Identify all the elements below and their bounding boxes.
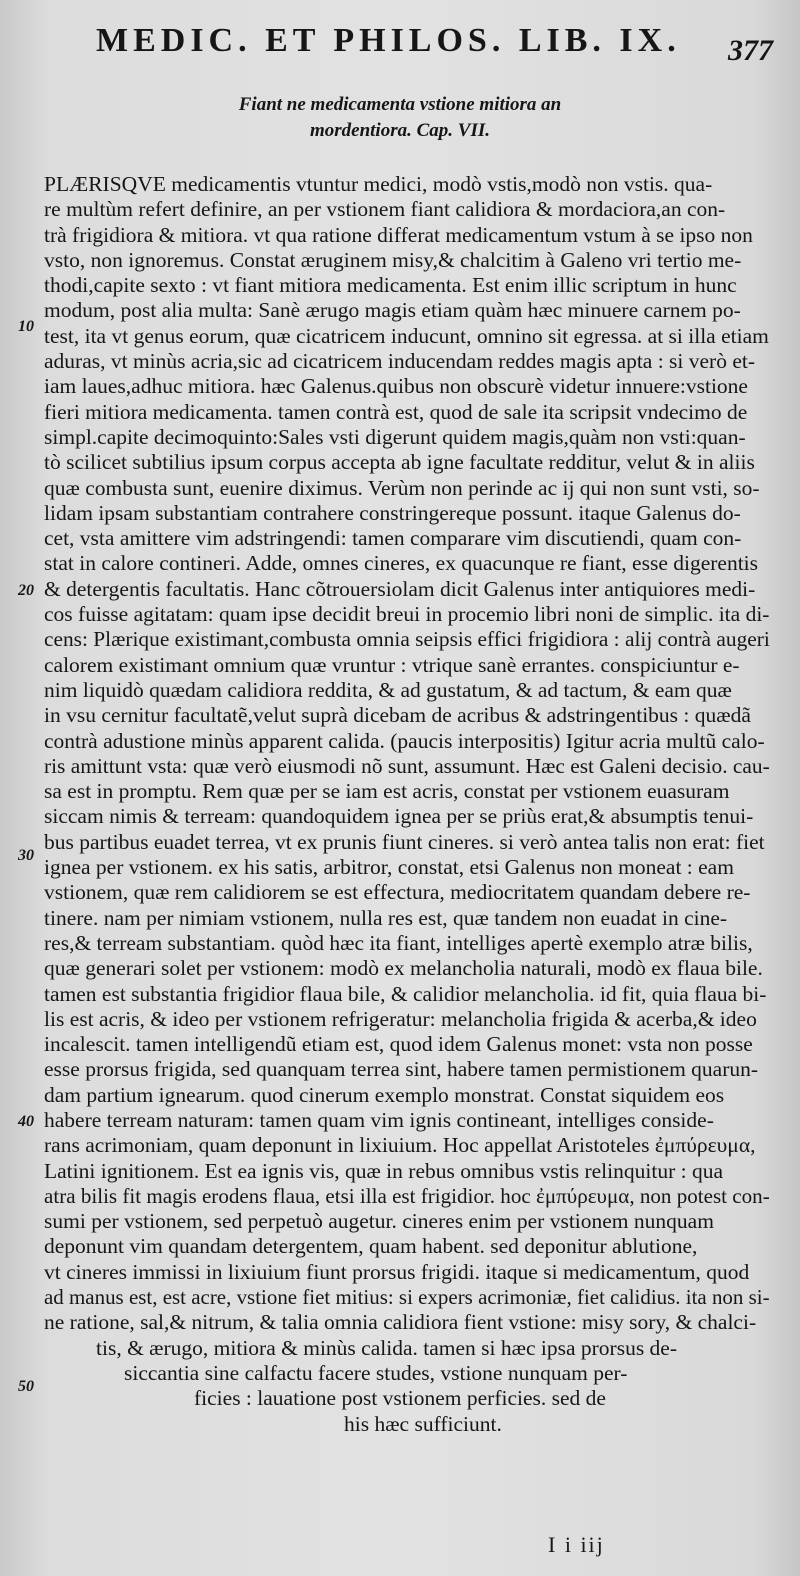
margin-line-number-10: 10 — [18, 318, 34, 335]
text-line: ne ratione, sal,& nitrum, & talia omnia calidiora fient vstione: misy sory, & chalci- — [44, 1310, 757, 1335]
text-line: deponunt vim quandam detergentem, quam habent. sed deponitur ablutione, — [44, 1234, 698, 1259]
closing-line: tis, & ærugo, mitiora & minùs calida. tamen si hæc ipsa prorsus de- — [96, 1335, 678, 1360]
text-line: esse prorsus frigida, sed quanquam terrea sint, habere tamen permistionem quarun- — [44, 1057, 759, 1082]
text-line: vstionem, quæ rem calidiorem se est effectura, mediocritatem quandam debere re- — [44, 880, 751, 905]
text-line: Latini ignitionem. Est ea ignis vis, quæ in rebus omnibus vstis relinquitur : qua — [44, 1158, 723, 1183]
text-line: sumi per vstionem, sed perpetuò augetur. cineres enim per vstionem nunquam — [44, 1209, 714, 1234]
text-line: atra bilis fit magis erodens flaua, etsi illa est frigidior. hoc ἐμπύρευμα, non potest con- — [44, 1183, 770, 1208]
text-line: vt cineres immissi in lixiuium fiunt prorsus frigidi. itaque si medicamentum, quod — [44, 1259, 750, 1284]
closing-line: ficies : lauatione post vstionem perficies. sed de — [194, 1386, 606, 1411]
text-line: quæ combusta sunt, euenire diximus. Verùm non perinde ac ij qui non sunt vsti, so- — [44, 475, 760, 500]
text-line: lis est acris, & ideo per vstionem refrigeratur: melancholia frigida & acerba,& ideo — [44, 1006, 757, 1031]
text-line: PLÆRISQVE medicamentis vtuntur medici, modò vstis,modò non vstis. qua- — [44, 172, 713, 196]
text-line: in vsu cernitur facultatẽ,velut suprà dicebam de acribus & adstringentibus : quædã — [44, 703, 751, 728]
text-line: modum, post alia multa: Sanè ærugo magis etiam quàm hæc minuere carnem po- — [44, 298, 741, 323]
margin-line-number-30: 30 — [18, 847, 34, 864]
text-line: calorem existimant omnium quæ vruntur : vtrique sanè errantes. conspiciuntur e- — [44, 652, 740, 677]
text-line: res,& terream substantiam. quòd hæc ita fiant, intelliges apertè exemplo atræ bilis, — [44, 930, 753, 955]
text-line: iam laues,adhuc mitiora. hæc Galenus.quibus non obscurè videtur innuere:vstione — [44, 374, 748, 399]
text-line: test, ita vt genus eorum, quæ cicatricem inducunt, omnino sit egressa. at si illa etiam — [44, 323, 769, 348]
text-line: nim liquidò quædam calidiora reddita, & ad gustatum, & ad tactum, & eam quæ — [44, 677, 732, 702]
text-line: dam partium ignearum. quod cinerum exemplo monstrat. Constat siquidem eos — [44, 1082, 725, 1107]
text-line: cos fuisse agitatam: quam ipse decidit breui in procemio libri noni de simplic. ita di- — [44, 602, 770, 627]
body-text — [44, 172, 770, 1437]
margin-line-number-20: 20 — [18, 582, 34, 599]
text-line: lidam ipsam substantiam contrahere constringereque possunt. itaque Galenus do- — [44, 500, 741, 525]
text-line: ignea per vstionem. ex his satis, arbitror, constat, etsi Galenus non moneat : eam — [44, 855, 734, 880]
text-line: contrà adustione minùs apparent calida. (paucis interpositis) Igitur acria multũ calo- — [44, 728, 765, 753]
text-line: sa est in promptu. Rem quæ per se iam est acris, constat per vstionem euasuram — [44, 779, 730, 804]
text-line: bus partibus euadet terrea, vt ex prunis fiunt cineres. si verò antea talis non erat: fiet — [44, 829, 765, 854]
text-line: thodi,capite sexto : vt fiant mitiora medicamenta. Est enim illic scriptum in hunc — [44, 273, 737, 298]
chapter-heading-line-1: Fiant ne medicamenta vstione mitiora an — [238, 94, 562, 115]
text-line: incalescit. tamen intelligendũ etiam est, quod idem Galenus monet: vsta non posse — [44, 1032, 753, 1057]
text-line: siccam nimis & terream: quandoquidem ignea per se priùs erat,& absumptis tenui- — [44, 804, 754, 829]
text-line: ris amittunt vsta: quæ verò eiusmodi nõ sunt, assumunt. Hæc est Galeni decisio. cau- — [44, 753, 770, 778]
margin-line-number-40: 40 — [18, 1113, 34, 1130]
text-line: trà frigidiora & mitiora. vt qua ratione differat medicamentum vstum à se ipso non — [44, 222, 753, 247]
margin-line-number-50: 50 — [18, 1378, 34, 1395]
text-line: vsto, non ignoremus. Constat æruginem misy,& chalcitim à Galeno vri tertio me- — [44, 247, 742, 272]
page-number: 377 — [728, 34, 773, 67]
closing-line: his hæc sufficiunt. — [344, 1411, 502, 1436]
chapter-heading-line-2: mordentiora. Cap. VII. — [309, 120, 490, 141]
text-line: quæ generari solet per vstionem: modò ex melancholia naturali, modò ex flaua bile. — [44, 956, 763, 981]
text-line: cens: Plærique existimant,combusta omnia seipsis effici frigidiora : alij contrà augeri — [44, 627, 770, 652]
running-title: MEDIC. ET PHILOS. LIB. IX. — [96, 22, 681, 59]
closing-line: siccantia sine calfactu facere studes, vstione nunquam per- — [124, 1360, 628, 1385]
text-line: stat in calore contineri. Adde, omnes cineres, ex quacunque re fiant, esse digerentis — [44, 551, 759, 576]
text-line: habere terream naturam: tamen quam vim ignis contineant, intelliges conside- — [44, 1107, 714, 1132]
text-line: tamen est substantia frigidior flaua bile, & calidior melancholia. id fit, quia flaua bi- — [44, 981, 767, 1006]
text-line: & detergentis facultatis. Hanc cõtrouersiolam dicit Galenus inter antiquiores medi- — [44, 576, 756, 601]
text-line: fieri mitiora medicamenta. tamen contrà est, quod de sale ita scripsit vndecimo de — [44, 399, 748, 424]
signature-mark: I i iij — [548, 1532, 605, 1557]
text-line: ad manus est, est acre, vstione fiet mitius: si expers acrimoniæ, fiet calidius. ita non si- — [44, 1285, 770, 1310]
text-line: tinere. nam per nimiam vstionem, nulla res est, quæ tandem non euadat in cine- — [44, 905, 728, 930]
text-line: simpl.capite decimoquinto:Sales vsti digerunt quidem magis,quàm non vsti:quan- — [44, 424, 746, 449]
text-line: tò scilicet subtilius ipsum corpus accepta ab igne facultate redditur, velut & in aliis — [44, 450, 755, 475]
text-line: re multùm refert definire, an per vstionem fiant calidiora & mordaciora,an con- — [44, 197, 726, 222]
text-line: aduras, vt minùs acria,sic ad cicatricem inducendam reddes magis apta : si verò et- — [44, 349, 756, 374]
text-line: cet, vsta amittere vim adstringendi: tamen comparare vim discutiendi, quam con- — [44, 526, 742, 551]
text-line: rans acrimoniam, quam deponunt in lixiuium. Hoc appellat Aristoteles ἐμπύρευμα, — [44, 1133, 756, 1158]
